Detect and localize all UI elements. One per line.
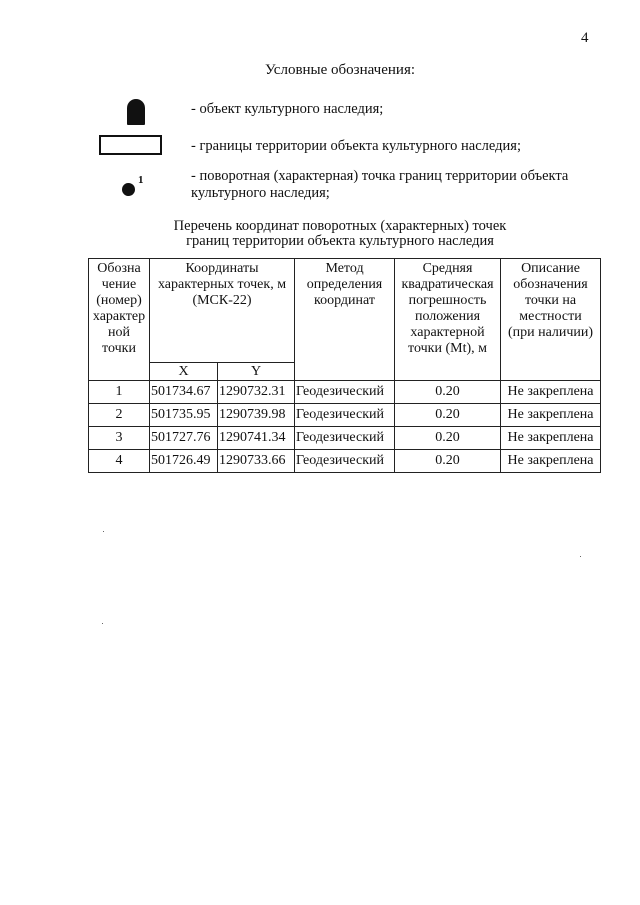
header-method: Метод определения координат [295,259,395,381]
cell-method: Геодезический [295,427,395,450]
point-icon-label: 1 [138,174,144,186]
legend-title: Условные обозначения: [264,62,416,78]
cell-y: 1290732.31 [218,381,295,404]
cell-error: 0.20 [395,450,501,473]
cell-error: 0.20 [395,381,501,404]
cell-method: Геодезический [295,404,395,427]
table-row [89,381,601,404]
cell-y: 1290741.34 [218,427,295,450]
legend-item-point-text-line1: - поворотная (характерная) точка границ территории объекта [191,168,569,184]
cell-y: 1290733.66 [218,450,295,473]
scan-speck [580,556,581,557]
list-title-line2: границ территории объекта культурного наследия [186,233,494,249]
cell-x: 501735.95 [150,404,218,427]
cell-num: 2 [89,404,150,427]
legend-item-boundary-text: - границы территории объекта культурного наследия; [191,138,521,154]
cell-method: Геодезический [295,381,395,404]
cell-num: 4 [89,450,150,473]
cell-num: 3 [89,427,150,450]
header-x: X [150,363,218,381]
header-description: Описание обозначения точки на местности (при наличии) [501,259,601,381]
cell-description: Не закреплена [501,427,601,450]
table-row [89,450,601,473]
legend-item-point-text-line2: культурного наследия; [191,185,330,201]
boundary-rectangle-icon [99,135,162,155]
cell-method: Геодезический [295,450,395,473]
legend-item-monument-text: - объект культурного наследия; [191,101,384,117]
page-number: 4 [581,30,589,46]
monument-icon [127,99,145,125]
cell-error: 0.20 [395,427,501,450]
header-coordinates: Координаты характерных точек, м (МСК-22) [150,259,295,363]
header-designation: Обозна чение (номер) характер ной точки [89,259,150,381]
scan-speck [103,531,104,532]
cell-description: Не закреплена [501,404,601,427]
cell-description: Не закреплена [501,381,601,404]
coordinates-table [88,258,601,473]
cell-num: 1 [89,381,150,404]
cell-x: 501734.67 [150,381,218,404]
cell-x: 501726.49 [150,450,218,473]
table-row [89,404,601,427]
legend-item-point-text [191,168,568,202]
header-mean-error: Средняя квадратическая погрешность положения характерной точки (Mt), м [395,259,501,381]
cell-error: 0.20 [395,404,501,427]
cell-y: 1290739.98 [218,404,295,427]
coordinates-list-title [0,219,640,249]
scan-speck [102,623,103,624]
point-icon [122,183,135,196]
cell-description: Не закреплена [501,450,601,473]
header-y: Y [218,363,295,381]
cell-x: 501727.76 [150,427,218,450]
table-row [89,427,601,450]
list-title-line1: Перечень координат поворотных (характерных) точек [173,218,507,234]
